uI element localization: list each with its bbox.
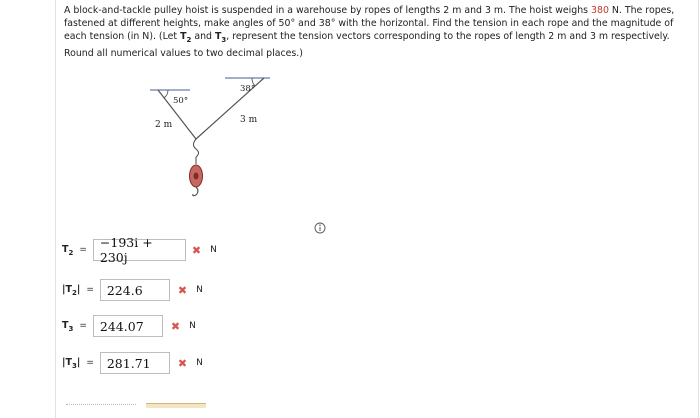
incorrect-icon: ✖ xyxy=(191,243,202,257)
problem-statement xyxy=(64,4,692,61)
info-icon[interactable] xyxy=(314,219,326,238)
problem-text-4: , represent the tension vectors corresponding to the ropes of length 2 m and 3 m respectively. Round all numerical values to two decimal places.) xyxy=(64,31,670,60)
answer-label: $T_2$ xyxy=(62,243,74,257)
t3-vector-input[interactable]: 244.07 xyxy=(93,315,163,337)
unit-label: N xyxy=(196,285,203,295)
equals-sign: = xyxy=(86,358,94,368)
cut-off-text xyxy=(66,404,136,408)
t2-subscript: 2 xyxy=(186,36,192,45)
angle-left-label: 50° xyxy=(173,96,189,106)
answer-row-t3 xyxy=(62,314,196,338)
hoist-weight: 380 xyxy=(591,5,609,16)
answer-row-t2 xyxy=(62,235,217,265)
angle-arc-left xyxy=(164,90,168,98)
answer-row-t3-magnitude xyxy=(62,351,203,375)
incorrect-icon: ✖ xyxy=(177,356,188,370)
problem-text-3: and xyxy=(191,31,215,43)
equals-sign: = xyxy=(79,321,87,331)
unit-label: N xyxy=(189,321,196,331)
answer-label: $|T_3|$ xyxy=(62,356,81,370)
problem-text-2: N. The ropes, fastened at different heights, make angles of 50° and 38° with the horizontal. Find the tension in each rope and the magnitude of each tension (in N). (Let xyxy=(64,5,675,43)
rope-right-label: 3 m xyxy=(240,115,258,125)
t3-subscript: 3 xyxy=(221,36,227,45)
lower-hook xyxy=(193,187,198,196)
problem-text-1: A block-and-tackle pulley hoist is suspended in a warehouse by ropes of lengths 2 m and 3 m. The hoist weighs xyxy=(64,5,592,16)
unit-label: N xyxy=(210,245,217,255)
answer-label: $T_3$ xyxy=(62,319,74,333)
pulley-center xyxy=(194,173,199,180)
angle-right-label: 38° xyxy=(240,84,256,94)
t2-symbol: T xyxy=(180,31,187,43)
t2-vector-input[interactable]: −193i + 230j xyxy=(93,239,186,261)
cut-off-button[interactable] xyxy=(146,403,206,408)
t3-symbol: T xyxy=(214,31,222,43)
rope-left-label: 2 m xyxy=(155,120,173,130)
answer-label: $|T_2|$ xyxy=(62,283,81,297)
answer-row-t2-magnitude xyxy=(62,278,203,302)
incorrect-icon: ✖ xyxy=(170,319,181,333)
hook xyxy=(194,139,199,157)
equals-sign: = xyxy=(86,285,94,295)
t2-magnitude-input[interactable]: 224.6 xyxy=(100,279,170,301)
equals-sign: = xyxy=(79,245,87,255)
hoist-figure xyxy=(130,72,300,226)
unit-label: N xyxy=(196,358,203,368)
t3-magnitude-input[interactable]: 281.71 xyxy=(100,352,170,374)
incorrect-icon: ✖ xyxy=(177,283,188,297)
